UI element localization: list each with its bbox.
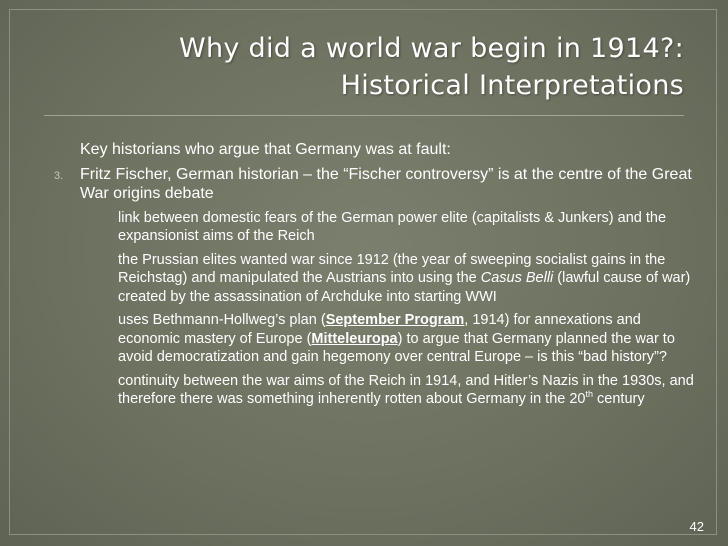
sub-bullet-1-text: link between domestic fears of the German power elite (capitalists & Junkers) and the expansionist aims of the Reich: [118, 209, 667, 244]
title-line-1: Why did a world war begin in 1914?:: [178, 33, 684, 64]
level1-text: Key historians who argue that Germany was at fault:: [80, 141, 451, 158]
numbered-item-text: Fritz Fischer, German historian – the “Fischer controversy” is at the centre of the Great War origins debate: [80, 165, 692, 202]
sub-bullet-3-text-a: uses Bethmann-Hollweg’s plan (: [118, 312, 326, 328]
bullet-level1: [40, 140, 700, 160]
casus-belli-italic: Casus Belli: [480, 270, 554, 286]
page-number: 42: [689, 519, 704, 534]
sub-bullet-2-text-a: the Prussian elites wanted war since 1912 (the year of sweeping socialist gains in the Reichstag) and manipulated the Austrians into using the: [118, 251, 666, 286]
sub-bullet-3-text-b: , 1914) for annexations and economic mastery of Europe (: [118, 312, 641, 347]
title-divider: [44, 115, 684, 116]
mitteleuropa-link[interactable]: Mitteleuropa: [311, 330, 398, 347]
item-number: 3.: [54, 169, 64, 182]
september-program-link[interactable]: September Program: [325, 312, 465, 328]
sub-bullet-4: [40, 372, 700, 409]
title-line-2: Historical Interpretations: [340, 70, 684, 101]
slide-body: [40, 140, 700, 414]
sub-bullet-4-text-a: continuity between the war aims of the Reich in 1914, and Hitler’s Nazis in the 1930s, and therefore there was something inherently rotten about Germany in the 20: [118, 372, 694, 407]
superscript-th: th: [585, 389, 594, 400]
numbered-item: [40, 165, 700, 204]
sub-bullet-3: [40, 311, 700, 367]
sub-bullet-4-text-b: century: [593, 391, 645, 407]
slide-title: [44, 30, 684, 104]
sub-bullet-3-text-c: ) to argue that Germany planned the war to avoid democratization and gain hegemony over central Europe – is this “bad history”?: [118, 330, 675, 365]
sub-bullet-2-text-b: (lawful cause of war) created by the assassination of Archduke into starting WWI: [118, 270, 691, 305]
sub-bullet-1: [40, 209, 700, 246]
sub-bullet-2: [40, 251, 700, 307]
